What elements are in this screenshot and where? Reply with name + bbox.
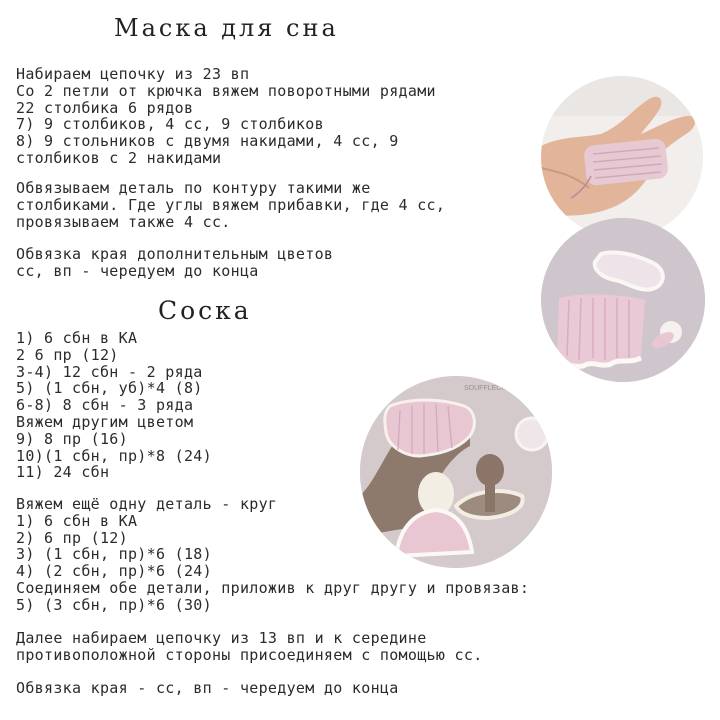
mask-extra-color-block bbox=[16, 246, 333, 280]
pacifier-chain-block bbox=[16, 630, 483, 664]
mask-step-line: столбиков с 2 накидами bbox=[16, 148, 222, 167]
mask-steps-block bbox=[16, 66, 436, 167]
mask-in-hand-illustration bbox=[541, 76, 703, 238]
pacifier-row-line: 6-8) 8 сбн - 3 ряда bbox=[16, 396, 194, 415]
mask-step-line: 22 столбика 6 рядов bbox=[16, 98, 194, 117]
mask-extra-color-line: Обвязка края дополнительным цветов bbox=[16, 245, 334, 263]
pacifier-final-edging-block bbox=[16, 680, 399, 697]
doll-outfit-illustration bbox=[360, 376, 552, 568]
pacifier-row-line: 10)(1 сбн, пр)*8 (24) bbox=[16, 446, 212, 465]
mask-shorts-pacifier-photo bbox=[541, 218, 705, 382]
pacifier-final-edging-line: Обвязка края - сс, вп - чередуем до конца bbox=[16, 679, 399, 697]
pacifier-row-line: 3-4) 12 сбн - 2 ряда bbox=[16, 362, 203, 381]
mask-edging-block bbox=[16, 180, 445, 230]
pacifier-title: Соска bbox=[158, 296, 252, 325]
pacifier-rows-block bbox=[16, 330, 212, 481]
doll-outfit-photo bbox=[360, 376, 552, 568]
watermark-text: SOUFFLECK bbox=[464, 385, 507, 392]
pacifier-circle-line: Вяжем ещё одну деталь - круг bbox=[16, 495, 278, 513]
mask-edging-line: столбиками. Где углы вяжем прибавки, где 4 сс, bbox=[16, 195, 446, 214]
pacifier-row-line: 5) (1 сбн, уб)*4 (8) bbox=[16, 379, 203, 398]
pacifier-circle-line: 2) 6 пр (12) bbox=[16, 528, 128, 547]
mask-edging-line: Обвязываем деталь по контуру такими же bbox=[16, 179, 371, 197]
mask-edging-line: провязываем также 4 сс. bbox=[16, 212, 231, 231]
pacifier-circle-line: 1) 6 сбн в КА bbox=[16, 511, 138, 530]
mask-in-hand-photo bbox=[541, 76, 703, 238]
mask-extra-color-line: сс, вп - чередуем до конца bbox=[16, 261, 259, 280]
pacifier-circle-line: 3) (1 сбн, пр)*6 (18) bbox=[16, 545, 212, 564]
pacifier-chain-line: Далее набираем цепочку из 13 вп и к середине bbox=[16, 629, 427, 647]
pacifier-circle-line: 5) (3 сбн, пр)*6 (30) bbox=[16, 595, 212, 614]
sleep-mask-title: Маска для сна bbox=[114, 14, 339, 42]
mask-step-line: Со 2 петли от крючка вяжем поворотными рядами bbox=[16, 81, 436, 100]
pacifier-row-line: Вяжем другим цветом bbox=[16, 412, 194, 431]
pacifier-chain-line: противоположной стороны присоединяем с помощью сс. bbox=[16, 645, 483, 664]
mask-step-line: 8) 9 стольников с двумя накидами, 4 сс, 9 bbox=[16, 132, 399, 151]
pacifier-row-line: 1) 6 сбн в КА bbox=[16, 329, 138, 347]
pacifier-row-line: 2 6 пр (12) bbox=[16, 345, 119, 364]
pacifier-circle-line: Соединяем обе детали, приложив к друг другу и провязав: bbox=[16, 578, 530, 597]
pacifier-circle-line: 4) (2 сбн, пр)*6 (24) bbox=[16, 562, 212, 581]
pacifier-row-line: 9) 8 пр (16) bbox=[16, 429, 128, 448]
pacifier-row-line: 11) 24 сбн bbox=[16, 463, 110, 482]
mask-step-line: Набираем цепочку из 23 вп bbox=[16, 65, 250, 83]
mask-step-line: 7) 9 столбиков, 4 сс, 9 столбиков bbox=[16, 115, 324, 134]
mask-shorts-pacifier-illustration bbox=[541, 218, 705, 382]
